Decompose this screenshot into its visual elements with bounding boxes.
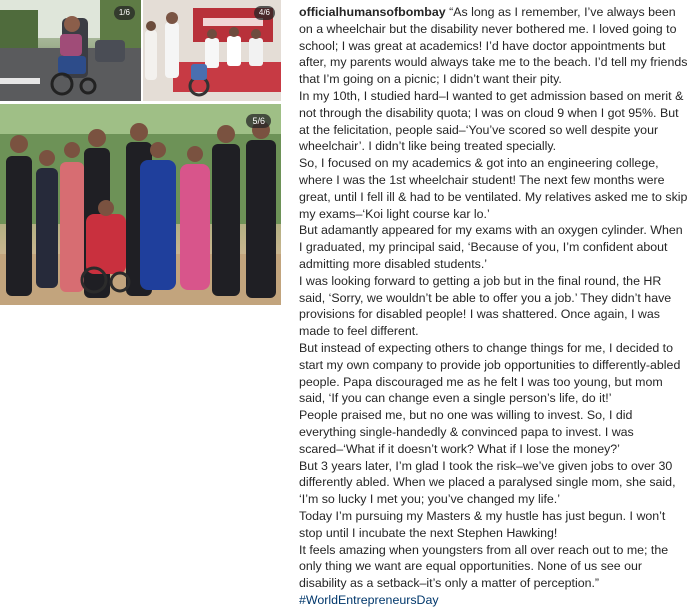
photo-collage	[0, 0, 281, 305]
photo-group-formal[interactable]	[0, 104, 281, 305]
post-caption	[299, 4, 689, 609]
caption-paragraph: But 3 years later, I’m glad I took the risk–we’ve given jobs to over 30 differently abled. When we placed a paralysed single mom, she said, ‘I’m so lucky I met you; you’ve changed my life.’	[299, 458, 676, 507]
caption-paragraph: Today I’m pursuing my Masters & my hustle has just begun. I won’t stop until I incubate the next Stephen Hawking!	[299, 508, 666, 540]
photo-counter-badge: 1/6	[114, 6, 135, 20]
photo-group-formal-illustration	[0, 104, 281, 305]
caption-paragraph: So, I focused on my academics & got into an engineering college, where I was the 1st wheelchair student! The next few months were great, until I fell ill & had to be ventilated. My relatives asked me to skip my exams–‘Koi light course kar lo.’	[299, 156, 688, 221]
photo-felicitation[interactable]	[143, 0, 281, 101]
caption-paragraph: In my 10th, I studied hard–I wanted to get admission based on merit & not through the disability quota; I was on cloud 9 when I got 95%. But at the felicitation, people said–‘You’ve scored so well despite your wheelchair’. I didn’t like being treated specially.	[299, 88, 684, 154]
photo-wheelchair-street[interactable]	[0, 0, 141, 101]
photo-counter-badge: 5/6	[246, 114, 271, 128]
photo-counter-badge: 4/6	[254, 6, 275, 20]
caption-text: It feels amazing when youngsters from all over reach out to me; the only thing we want are equal opportunities. None of us see our disability as a setback–it’s only a matter of perception.”	[299, 542, 669, 591]
caption-paragraph	[299, 542, 689, 609]
post-username[interactable]: officialhumansofbombay	[299, 5, 446, 19]
caption-paragraph: But instead of expecting others to change things for me, I decided to start my own company to provide job opportunities to differently-abled people. Papa discouraged me as he felt I was too young, but mom said, ‘If you can change even a single person’s life, do it!’	[299, 340, 681, 406]
caption-paragraph	[299, 4, 689, 88]
caption-paragraph: But adamantly appeared for my exams with an oxygen cylinder. When I graduated, my principal said, ‘Because of you, I’m confident about admitting more disabled students.’	[299, 223, 683, 271]
caption-paragraph: I was looking forward to getting a job but in the final round, the HR said, ‘Sorry, we wouldn’t be able to offer you a job.’ They didn’t have provisions for disabled people! I was shattered. Once again, I was made to feel different.	[299, 273, 672, 339]
caption-text: “As long as I remember, I’ve always been on a wheelchair but the disability never bothered me. I loved going to school; I was great at academics! I’d have doctor appointments but after, my parents would always take me to the beach. I’d tell my friends that I’m going on a picnic; I didn’t want their pity.	[299, 5, 688, 87]
hashtag-link[interactable]: #WorldEntrepreneursDay	[299, 592, 439, 607]
caption-paragraph: People praised me, but no one was willing to invest. So, I did everything single-handedly & convinced papa to invest. I was scared–‘What if it doesn’t work? What if I lose the money?’	[299, 408, 634, 456]
